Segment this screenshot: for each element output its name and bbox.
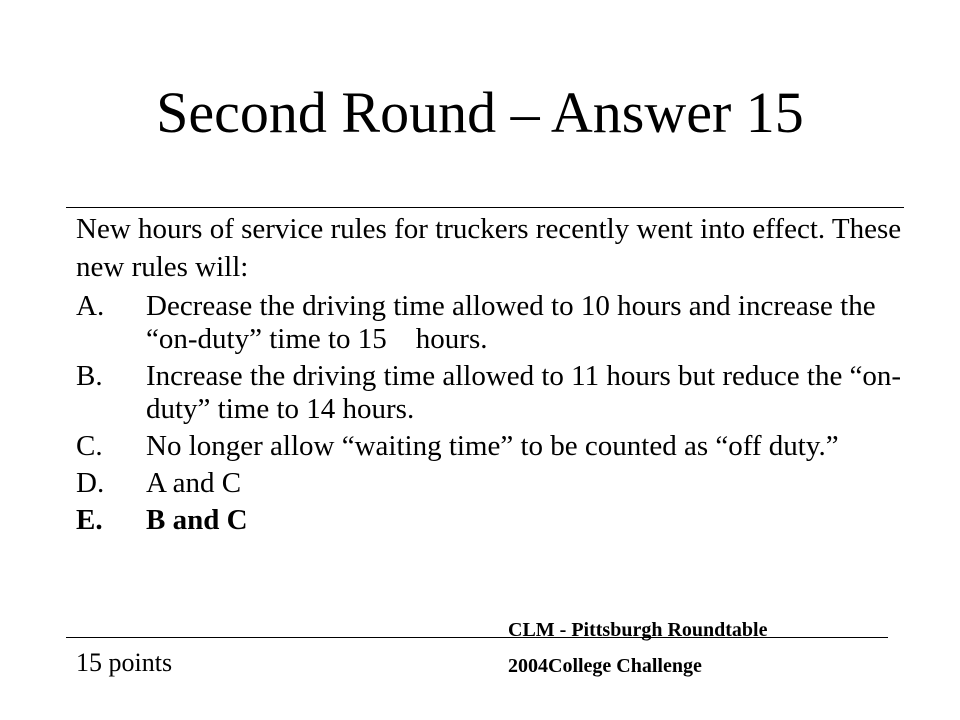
option-b xyxy=(76,360,916,426)
footer-event: 2004College Challenge xyxy=(508,655,702,677)
option-letter: A. xyxy=(76,290,105,322)
points-value: 15 points xyxy=(76,648,173,677)
slide-title: Second Round – Answer 15 xyxy=(156,80,804,145)
question-text: New hours of service rules for truckers recently went into effect. These new rules will: xyxy=(76,213,902,283)
option-a xyxy=(76,290,916,356)
option-letter: C. xyxy=(76,430,103,462)
question-body xyxy=(76,210,916,541)
answer-options xyxy=(76,290,916,537)
footer-credit xyxy=(508,620,767,676)
option-letter: E. xyxy=(76,504,103,536)
title-divider xyxy=(66,207,904,208)
option-text: Increase the driving time allowed to 11 hours but reduce the “on-duty” time to 14 hours. xyxy=(146,360,902,425)
option-e-correct-answer xyxy=(76,504,916,537)
option-letter: B. xyxy=(76,360,103,392)
footer-org: CLM - Pittsburgh Roundtable xyxy=(508,619,768,641)
option-text: B and C xyxy=(146,504,248,536)
option-text: A and C xyxy=(146,467,242,499)
option-text: No longer allow “waiting time” to be counted as “off duty.” xyxy=(146,430,839,462)
option-d xyxy=(76,467,916,500)
option-text: Decrease the driving time allowed to 10 hours and increase the “on-duty” time to 15 hours. xyxy=(146,290,876,355)
option-c xyxy=(76,430,916,463)
option-letter: D. xyxy=(76,467,105,499)
